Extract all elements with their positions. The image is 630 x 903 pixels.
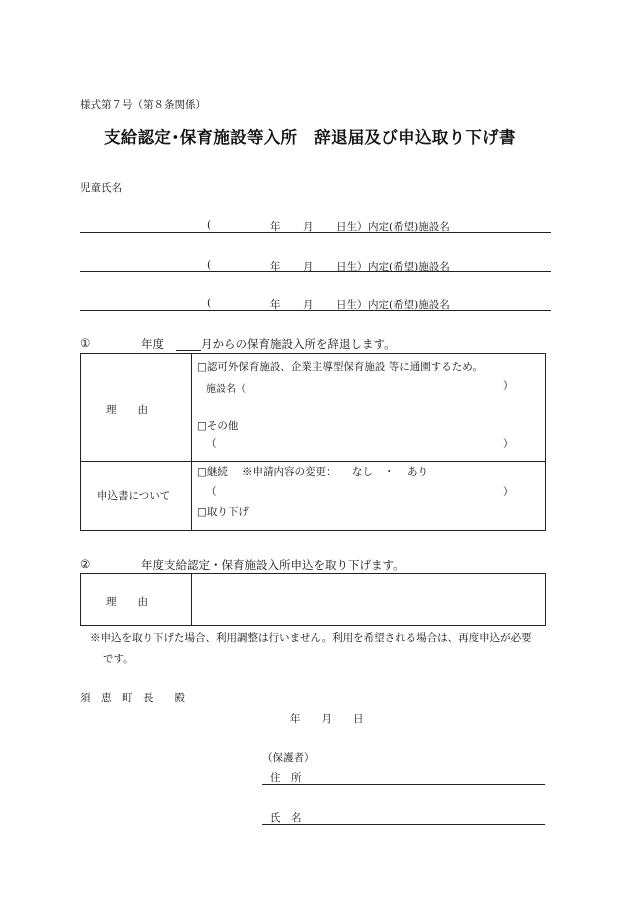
- address-label: 住 所: [270, 772, 302, 784]
- child-row-month: 月: [303, 221, 314, 233]
- section2-reason-field[interactable]: [192, 574, 545, 625]
- change-dot: ・: [384, 466, 395, 478]
- child-row-open-paren: (: [207, 259, 212, 271]
- name-field[interactable]: [262, 824, 545, 825]
- form-title: 支給認定･保育施設等入所 辞退届及び申込取り下げ書: [104, 128, 516, 147]
- child-row-underline: [80, 310, 551, 311]
- withdraw-option[interactable]: □取り下げ: [197, 506, 249, 518]
- change-none-option[interactable]: なし: [352, 466, 373, 478]
- section2-marker: ②: [80, 557, 91, 571]
- child-row-facility-label: 内定(希望)施設名: [368, 299, 450, 311]
- continue-close-paren: ）: [503, 486, 514, 498]
- section1-month-text: 月からの保育施設入所を辞退します。: [201, 337, 396, 351]
- continue-open-paren: （: [206, 486, 217, 498]
- child-row-day: 日生）: [336, 299, 368, 311]
- facility-name-close-paren: ）: [503, 380, 514, 392]
- guardian-label: （保護者）: [262, 752, 315, 764]
- child-row-month: 月: [303, 299, 314, 311]
- child-row-facility-label: 内定(希望)施設名: [368, 261, 450, 273]
- child-name-label: 児童氏名: [80, 182, 122, 194]
- section2-reason-label: 理 由: [106, 596, 148, 608]
- reason-option-other[interactable]: □その他: [197, 420, 239, 432]
- child-row-year: 年: [270, 261, 281, 273]
- child-row-open-paren: (: [207, 219, 212, 231]
- notice-line-1: ※申込を取り下げた場合、利用調整は行いません。利用を希望される場合は、再度申込が必要: [90, 632, 532, 644]
- child-row-year: 年: [270, 299, 281, 311]
- child-row-open-paren: (: [207, 297, 212, 309]
- section1-year-label: 年度: [141, 337, 164, 351]
- reason-option-unlicensed[interactable]: □認可外保育施設、企業主導型保育施設 等に通園するため。: [197, 361, 483, 373]
- section1-table-divider: [191, 353, 192, 531]
- other-open-paren: （: [206, 438, 217, 450]
- section2-text: 年度支給認定・保育施設入所申込を取り下げます。: [141, 558, 405, 572]
- child-row-underline: [80, 232, 551, 233]
- child-row-underline: [80, 271, 551, 272]
- child-row-facility-label: 内定(希望)施設名: [368, 221, 450, 233]
- date-line[interactable]: 年 月 日: [290, 713, 364, 725]
- section1-table-row-divider: [80, 461, 546, 462]
- child-row-day: 日生）: [336, 221, 368, 233]
- section1-marker: ①: [80, 336, 91, 350]
- other-close-paren: ）: [503, 438, 514, 450]
- child-row-month: 月: [303, 261, 314, 273]
- application-label: 申込書について: [97, 490, 171, 502]
- form-number: 様式第７号（第８条関係）: [80, 99, 206, 111]
- notice-line-2: です。: [103, 653, 134, 665]
- facility-name-label: 施設名（: [206, 384, 246, 395]
- section1-table: [80, 353, 546, 531]
- child-row-year: 年: [270, 221, 281, 233]
- address-field[interactable]: [262, 784, 545, 785]
- change-yes-option[interactable]: あり: [407, 466, 428, 478]
- section1-reason-label: 理 由: [106, 404, 148, 416]
- section1-month-blank[interactable]: [176, 350, 201, 351]
- child-row-day: 日生）: [336, 261, 368, 273]
- change-note: ※申請内容の変更：: [242, 466, 337, 478]
- name-label: 氏 名: [270, 812, 302, 824]
- addressee: 須 恵 町 長 殿: [80, 692, 185, 704]
- continue-option[interactable]: □継続: [197, 466, 228, 478]
